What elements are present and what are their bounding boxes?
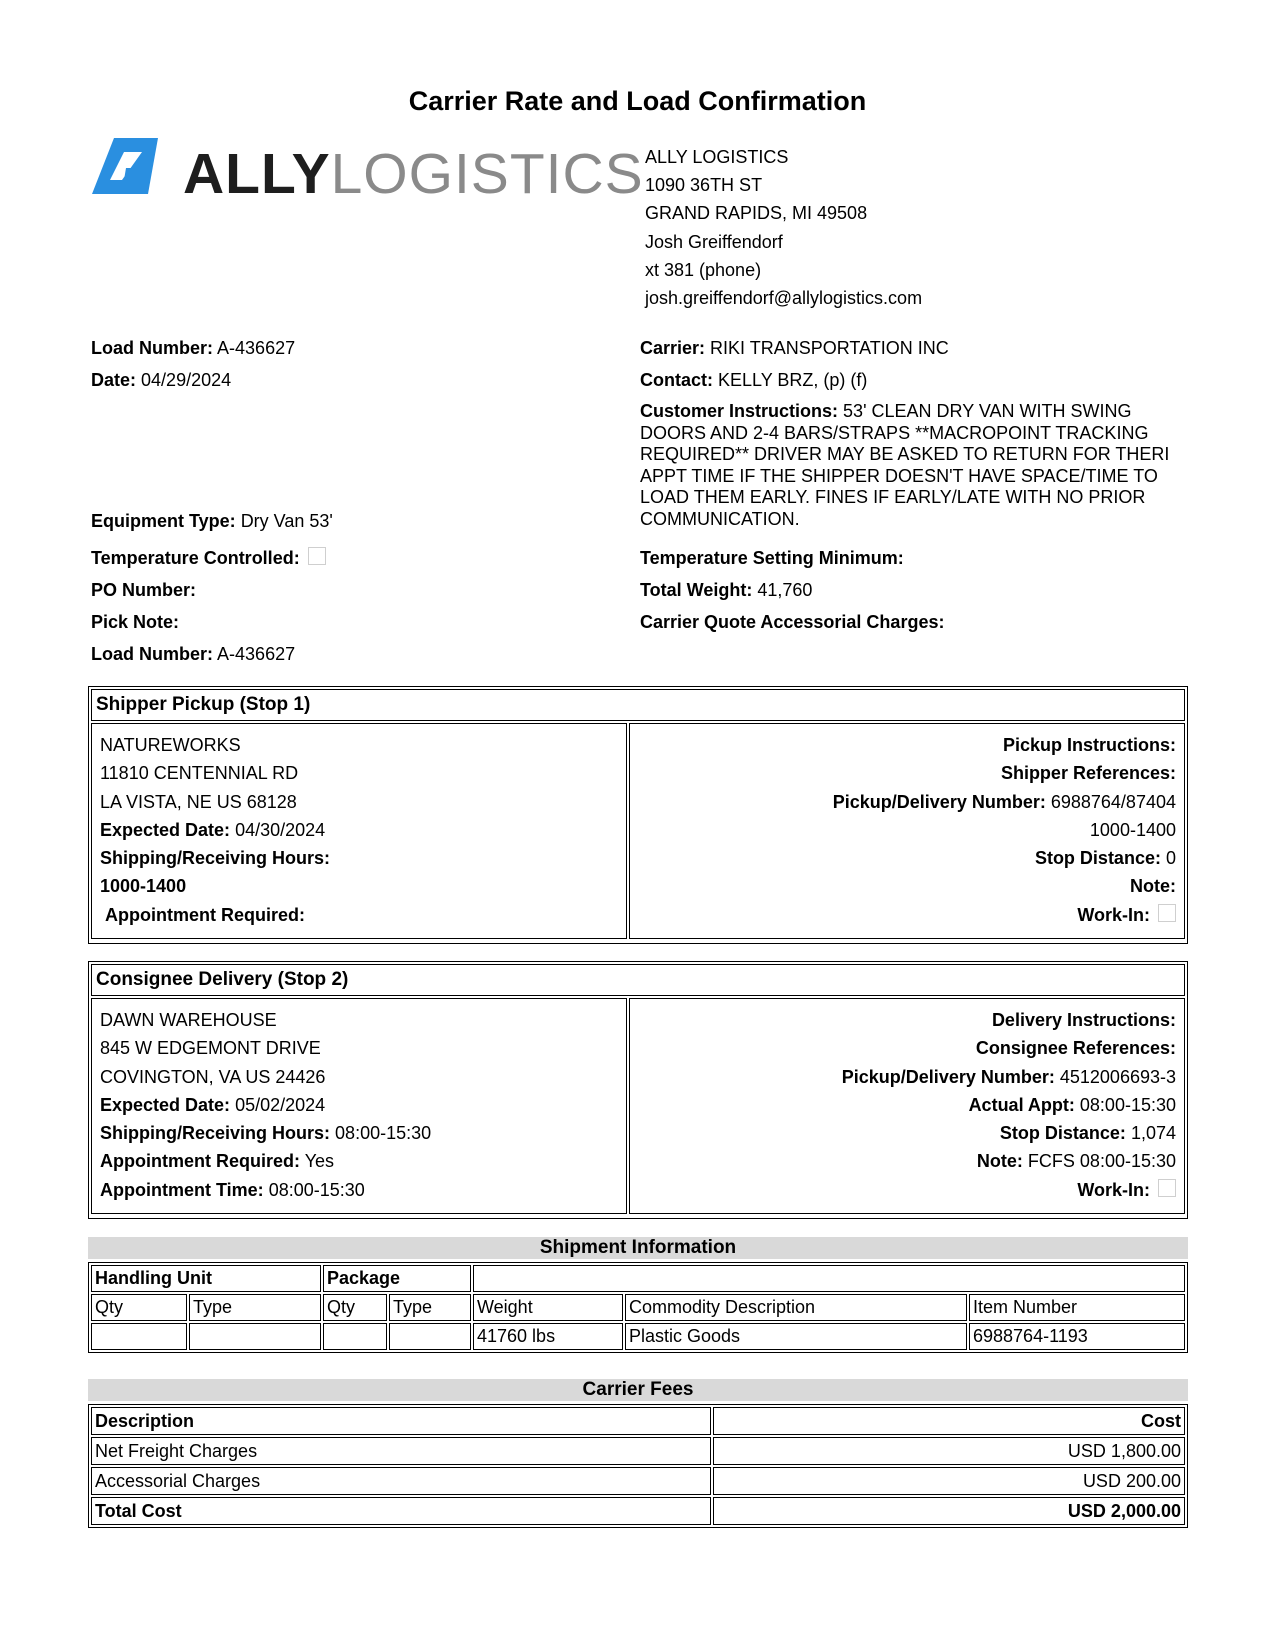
stop2-expected-date: Expected Date: 05/02/2024 bbox=[100, 1094, 326, 1115]
load-number: Load Number: A-436627 bbox=[91, 338, 296, 358]
table-header-row bbox=[91, 1294, 1185, 1321]
stop1-pd-number: Pickup/Delivery Number: 6988764/87404 bbox=[832, 791, 1176, 812]
stop1-name: NATUREWORKS bbox=[100, 735, 241, 755]
cost-header: Cost bbox=[713, 1407, 1185, 1435]
broker-city: GRAND RAPIDS, MI 49508 bbox=[645, 203, 868, 224]
col-commodity: Commodity Description bbox=[625, 1294, 967, 1321]
temperature-controlled: Temperature Controlled: bbox=[91, 547, 326, 569]
stop1-address bbox=[91, 723, 627, 939]
temperature-setting-minimum: Temperature Setting Minimum: bbox=[640, 548, 904, 568]
stop1-shipper-references: Shipper References: bbox=[1000, 763, 1176, 784]
col-item-number: Item Number bbox=[969, 1294, 1185, 1321]
col-weight: Weight bbox=[473, 1294, 623, 1321]
stop1-box bbox=[88, 686, 1188, 944]
load-date: Date: 04/29/2024 bbox=[91, 370, 232, 390]
shipment-table bbox=[88, 1262, 1188, 1353]
stop2-note: Note: FCFS 08:00-15:30 bbox=[976, 1151, 1176, 1172]
accessorial-charges-quote: Carrier Quote Accessorial Charges: bbox=[640, 612, 945, 632]
stop2-city: COVINGTON, VA US 24426 bbox=[100, 1066, 326, 1087]
pick-note: Pick Note: bbox=[91, 612, 180, 632]
load-number-repeat: Load Number: A-436627 bbox=[91, 644, 296, 664]
stop2-address bbox=[91, 998, 627, 1214]
stop1-appointment-required: Appointment Required: bbox=[105, 904, 306, 925]
stop1-pickup-instructions: Pickup Instructions: bbox=[1002, 735, 1176, 755]
table-row bbox=[91, 1437, 1185, 1465]
stop1-note: Note: bbox=[1130, 876, 1176, 897]
po-number: PO Number: bbox=[91, 580, 197, 600]
stop2-delivery-instructions: Delivery Instructions: bbox=[991, 1010, 1176, 1030]
fee-cost: USD 200.00 bbox=[713, 1467, 1185, 1495]
stop2-appointment-required: Appointment Required: Yes bbox=[100, 1151, 335, 1172]
handling-unit-header: Handling Unit bbox=[91, 1265, 321, 1292]
col-package-type: Type bbox=[389, 1294, 471, 1321]
stop1-city: LA VISTA, NE US 68128 bbox=[100, 791, 297, 812]
company-logo bbox=[183, 140, 644, 208]
stop2-hours: Shipping/Receiving Hours: 08:00-15:30 bbox=[100, 1123, 432, 1144]
carrier-name: Carrier: RIKI TRANSPORTATION INC bbox=[640, 338, 949, 358]
total-label: Total Cost bbox=[91, 1497, 711, 1525]
blank-header bbox=[473, 1265, 1185, 1292]
stop2-consignee-references: Consignee References: bbox=[975, 1038, 1176, 1059]
broker-contact: Josh Greiffendorf bbox=[645, 231, 783, 252]
cell-weight: 41760 lbs bbox=[473, 1323, 623, 1350]
stop1-header: Shipper Pickup (Stop 1) bbox=[91, 689, 1185, 721]
broker-street: 1090 36TH ST bbox=[645, 175, 763, 196]
broker-email[interactable]: josh.greiffendorf@allylogistics.com bbox=[645, 288, 923, 309]
page-title: Carrier Rate and Load Confirmation bbox=[408, 86, 867, 116]
stop1-details bbox=[629, 723, 1185, 939]
stop1-distance: Stop Distance: 0 bbox=[1034, 848, 1176, 869]
cell-package-type bbox=[389, 1323, 471, 1350]
temperature-controlled-checkbox[interactable] bbox=[308, 547, 326, 565]
stop2-distance: Stop Distance: 1,074 bbox=[999, 1123, 1176, 1144]
customer-instructions: Customer Instructions: 53' CLEAN DRY VAN WITH SWING DOORS AND 2-4 BARS/STRAPS **MACROPOINT TRACKING REQUIRED** DRIVER MAY BE ASKED TO RETURN FOR THERI APPT TIME IF THE SHIPPER DOESN'T HAVE SPACE/TIME TO LOAD THEM EARLY. FINES IF EARLY/LATE WITH NO PRIOR COMMUNICATION. bbox=[640, 401, 1170, 529]
stop2-workin-checkbox[interactable] bbox=[1158, 1179, 1176, 1197]
cell-commodity: Plastic Goods bbox=[625, 1323, 967, 1350]
stop2-details bbox=[629, 998, 1185, 1214]
total-weight: Total Weight: 41,760 bbox=[640, 580, 813, 600]
carrier-fees-title: Carrier Fees bbox=[88, 1379, 1188, 1401]
cell-package-qty bbox=[323, 1323, 387, 1350]
table-row bbox=[91, 1323, 1185, 1350]
stop2-appointment-time: Appointment Time: 08:00-15:30 bbox=[100, 1179, 365, 1200]
equipment-type: Equipment Type: Dry Van 53' bbox=[91, 511, 333, 531]
stop1-workin-checkbox[interactable] bbox=[1158, 904, 1176, 922]
carrier-contact: Contact: KELLY BRZ, (p) (f) bbox=[640, 370, 868, 390]
fees-header-row bbox=[91, 1407, 1185, 1435]
stop2-actual-appt: Actual Appt: 08:00-15:30 bbox=[968, 1094, 1176, 1115]
fee-description: Net Freight Charges bbox=[91, 1437, 711, 1465]
broker-phone: xt 381 (phone) bbox=[645, 259, 762, 280]
cell-qty bbox=[91, 1323, 187, 1350]
stop2-pd-number: Pickup/Delivery Number: 4512006693-3 bbox=[841, 1066, 1176, 1087]
stop2-header: Consignee Delivery (Stop 2) bbox=[91, 964, 1185, 996]
fee-description: Accessorial Charges bbox=[91, 1467, 711, 1495]
stop1-workin: Work-In: bbox=[638, 901, 1176, 929]
stop1-hours: 1000-1400 bbox=[100, 876, 187, 897]
description-header: Description bbox=[91, 1407, 711, 1435]
fees-table bbox=[88, 1404, 1188, 1528]
table-row bbox=[91, 1467, 1185, 1495]
stop1-street: 11810 CENTENNIAL RD bbox=[100, 763, 299, 784]
stop1-hours-label: Shipping/Receiving Hours: bbox=[100, 848, 331, 869]
stop2-name: DAWN WAREHOUSE bbox=[100, 1010, 277, 1030]
package-header: Package bbox=[323, 1265, 471, 1292]
logo-bold-text: ALLY bbox=[183, 142, 331, 206]
stop1-pd-extra: 1000-1400 bbox=[1089, 819, 1176, 840]
cell-type bbox=[189, 1323, 321, 1350]
stop1-expected-date: Expected Date: 04/30/2024 bbox=[100, 819, 326, 840]
stop2-box bbox=[88, 961, 1188, 1219]
stop2-street: 845 W EDGEMONT DRIVE bbox=[100, 1038, 321, 1059]
col-type: Type bbox=[189, 1294, 321, 1321]
broker-address bbox=[645, 143, 922, 312]
logo-light-text: LOGISTICS bbox=[330, 142, 644, 206]
stop2-workin: Work-In: bbox=[638, 1176, 1176, 1204]
col-qty: Qty bbox=[91, 1294, 187, 1321]
shipment-information-title: Shipment Information bbox=[88, 1237, 1188, 1259]
broker-name: ALLY LOGISTICS bbox=[645, 147, 789, 167]
ally-logo-mark-icon bbox=[92, 138, 160, 196]
fee-cost: USD 1,800.00 bbox=[713, 1437, 1185, 1465]
cell-item-number: 6988764-1193 bbox=[969, 1323, 1185, 1350]
col-package-qty: Qty bbox=[323, 1294, 387, 1321]
total-cost: USD 2,000.00 bbox=[713, 1497, 1185, 1525]
total-row bbox=[91, 1497, 1185, 1525]
